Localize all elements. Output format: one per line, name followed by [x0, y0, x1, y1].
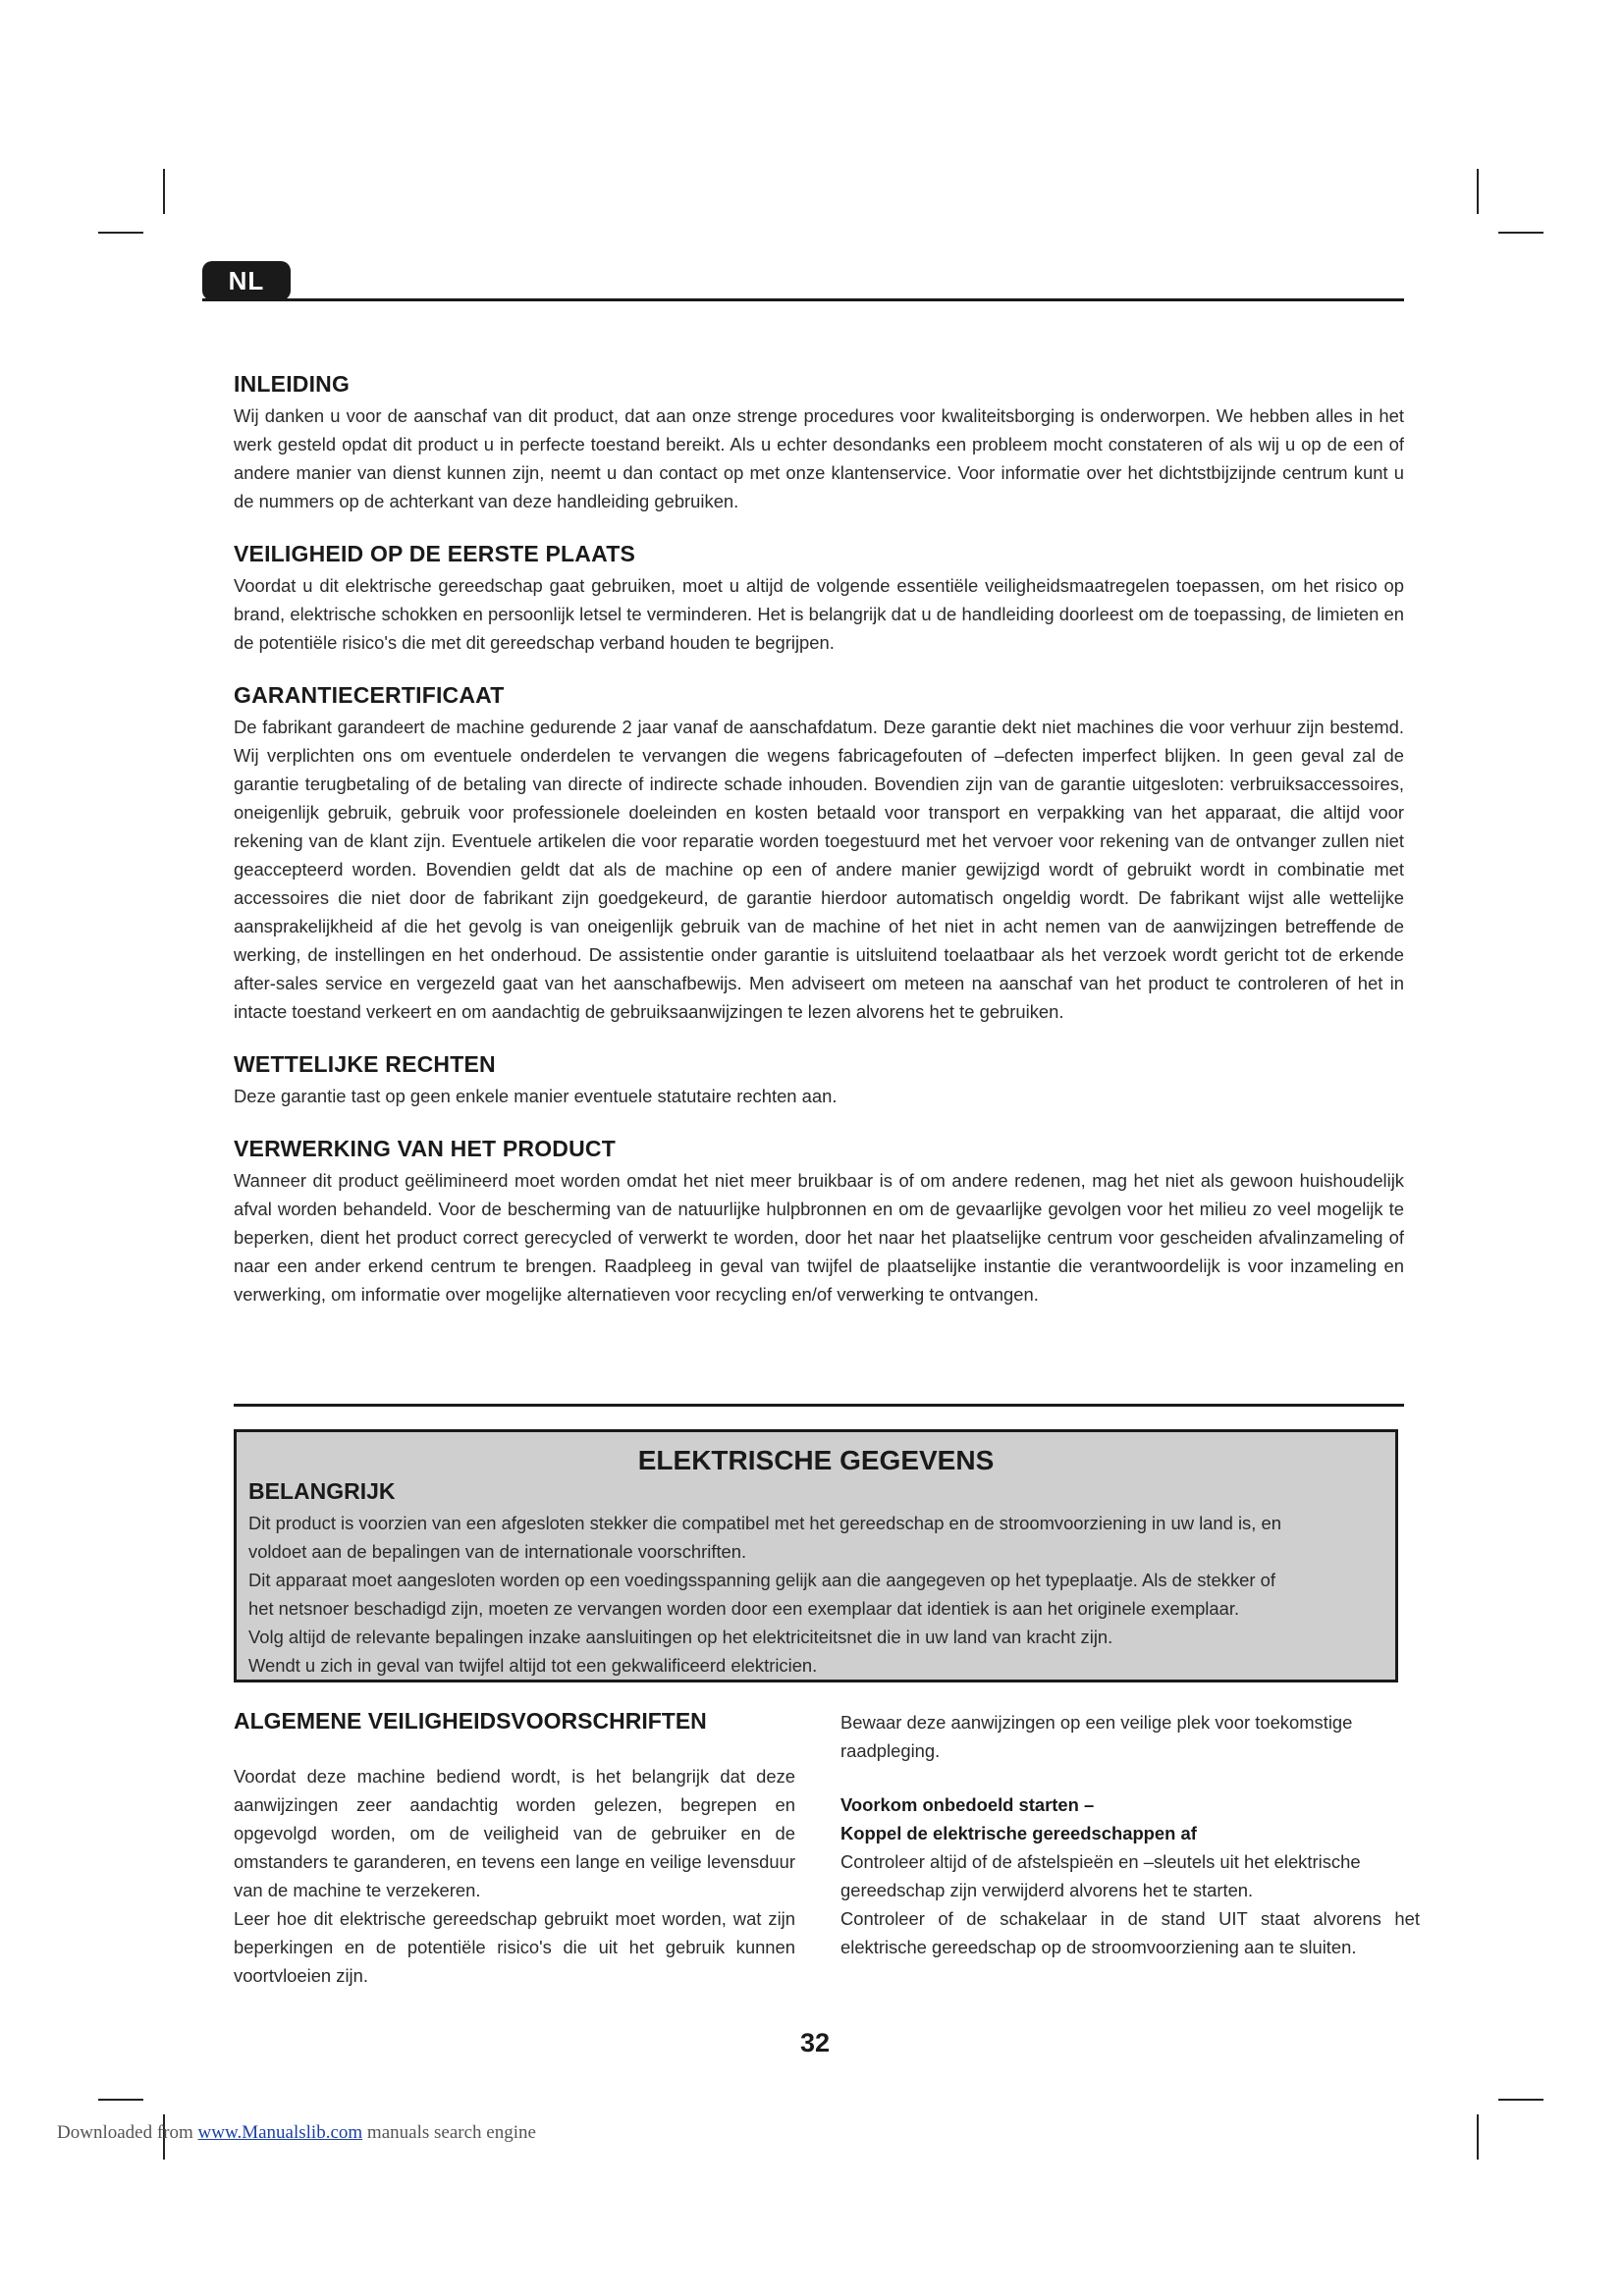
right-column-para: Controleer of de schakelaar in de stand UIT staat alvorens het elektrische gereedschap op de stroomvoorziening aan te sluiten. — [840, 1908, 1420, 1957]
right-column-para: Controleer altijd of de afstelspieën en –sleutels uit het elektrische gereedschap zijn verwijderd alvorens het te starten. — [840, 1851, 1361, 1900]
header-rule — [202, 298, 1404, 301]
section-text: Voordat u dit elektrische gereedschap gaat gebruiken, moet u altijd de volgende essentiële veiligheidsmaatregelen toepassen, om het risico op brand, elektrische schokken en persoonlijk letsel te verminderen. Het is belangrijk dat u de handleiding doorleest om de toepassing, de limieten en de potentiële risico's die met dit gereedschap verband houden te begrijpen. — [234, 575, 1404, 653]
subheading: Voorkom onbedoeld starten – — [840, 1794, 1095, 1815]
keep-instructions-text: Bewaar deze aanwijzingen op een veilige plek voor toekomstige raadpleging. — [840, 1712, 1353, 1761]
general-safety-column — [234, 1708, 795, 1990]
electrical-subtitle: BELANGRIJK — [248, 1478, 396, 1504]
footer-link[interactable]: www.Manualslib.com — [197, 2122, 363, 2143]
main-content — [234, 371, 1404, 1334]
section-inleiding — [234, 371, 1404, 515]
section-title: GARANTIECERTIFICAAT — [234, 682, 505, 708]
section-garantie — [234, 682, 1404, 1026]
crop-mark — [98, 232, 143, 234]
footer-prefix: Downloaded from — [57, 2122, 198, 2143]
general-safety-title: ALGEMENE VEILIGHEIDSVOORSCHRIFTEN — [234, 1708, 707, 1734]
section-title: INLEIDING — [234, 371, 351, 397]
language-badge: NL — [202, 261, 291, 300]
section-text: De fabrikant garandeert de machine gedurende 2 jaar vanaf de aanschafdatum. Deze garantie dekt niet machines die voor verhuur zijn bestemd. Wij verplichten ons om eventuele onderdelen te vervangen die wegens fabricagefouten of –defecten imperfect blijken. In geen geval zal de garantie terugbetaling of de betaling van directe of indirecte schade inhouden. Bovendien zijn van de garantie uitgesloten: verbruiksaccessoires, oneigenlijk gebruik, gebruik voor professionele doeleinden en kosten betaald voor transport en verpakking van het apparaat, die altijd voor rekening van de klant zijn. Eventuele artikelen die voor reparatie worden toegestuurd met het vervoer voor rekening van de ontvanger zullen niet geaccepteerd worden. Bovendien geldt dat als de machine op een of andere manier gewijzigd wordt of gebruikt wordt in combinatie met accessoires die niet door de fabrikant zijn goedgekeurd, de garantie hierdoor automatisch ongeldig wordt. De fabrikant wijst alle wettelijke aansprakelijkheid af die het gevolg is van oneigenlijk gebruik van de machine of het niet in acht nemen van de aanwijzingen betreffende de werking, de instellingen en het onderhoud. De assistentie onder garantie is uitsluitend toelaatbaar als het verzoek wordt gericht tot de erkende after-sales service en vergezeld gaat van het aanschafbewijs. Men adviseert om meteen na aanschaf van het product te controleren of het in intacte toestand verkeert en om aandachtig de gebruiksaanwijzingen te lezen alvorens het te gebruiken. — [234, 717, 1404, 1022]
electrical-line: Volg altijd de relevante bepalingen inzake aansluitingen op het elektriciteitsnet die in uw land van kracht zijn. — [248, 1627, 1113, 1647]
electrical-line: Dit apparaat moet aangesloten worden op een voedingsspanning gelijk aan die aangegeven op het typeplaatje. Als de stekker of — [248, 1570, 1275, 1590]
crop-mark — [1498, 232, 1543, 234]
section-title: WETTELIJKE RECHTEN — [234, 1051, 496, 1077]
section-text: Wanneer dit product geëlimineerd moet worden omdat het niet meer bruikbaar is of om andere redenen, mag het niet als gewoon huishoudelijk afval worden behandeld. Voor de bescherming van de natuurlijke hulpbronnen en om de gevaarlijke gevolgen voor het milieu zo veel mogelijk te beperken, dient het product correct gerecycled of verwerkt te worden, door het naar het plaatselijke centrum voor gescheiden afvalinzameling of naar een ander erkend centrum te brengen. Raadpleeg in geval van twijfel de plaatselijke instantie die verantwoordelijk is voor inzameling en verwerking, om informatie over mogelijke alternatieven voor recycling en/of verwerking te ontvangen. — [234, 1170, 1404, 1305]
electrical-line: het netsnoer beschadigd zijn, moeten ze vervangen worden door een exemplaar dat identiek is aan het originele exemplaar. — [248, 1598, 1240, 1619]
crop-mark — [163, 169, 165, 214]
section-veiligheid — [234, 541, 1404, 657]
section-title: VERWERKING VAN HET PRODUCT — [234, 1136, 616, 1161]
subheading: Koppel de elektrische gereedschappen af — [840, 1823, 1197, 1843]
electrical-title: ELEKTRISCHE GEGEVENS — [637, 1445, 995, 1475]
general-safety-para: Leer hoe dit elektrische gereedschap gebruikt moet worden, wat zijn beperkingen en de potentiële risico's die uit het gebruik kunnen voortvloeien zijn. — [234, 1908, 795, 1986]
section-wettelijke-rechten — [234, 1051, 1404, 1110]
electrical-line: Wendt u zich in geval van twijfel altijd tot een gekwalificeerd elektricien. — [248, 1655, 818, 1676]
section-verwerking — [234, 1136, 1404, 1308]
crop-mark — [1477, 2114, 1479, 2160]
page-number: 32 — [799, 2028, 831, 2057]
section-divider — [234, 1404, 1404, 1407]
footer-suffix: manuals search engine — [362, 2122, 536, 2143]
section-text: Wij danken u voor de aanschaf van dit product, dat aan onze strenge procedures voor kwaliteitsborging is onderworpen. We hebben alles in het werk gesteld opdat dit product u in perfecte toestand bereikt. Als u echter desondanks een probleem mocht constateren of als wij u op de een of andere manier van dienst kunnen zijn, neemt u dan contact op met onze klantenservice. Voor informatie over het dichtstbijzijnde centrum kunt u de nummers op de achterkant van deze handleiding gebruiken. — [234, 405, 1404, 511]
crop-mark — [1498, 2099, 1543, 2101]
general-safety-para: Voordat deze machine bediend wordt, is het belangrijk dat deze aanwijzingen zeer aandachtig worden gelezen, begrepen en opgevolgd worden, om de veiligheid van de gebruiker en de omstanders te garanderen, en tevens een lange en veilige levensduur van de machine te verzekeren. — [234, 1766, 795, 1900]
footer — [57, 2122, 536, 2144]
right-column — [840, 1708, 1420, 1961]
electrical-line: voldoet aan de bepalingen van de internationale voorschriften. — [248, 1541, 747, 1562]
section-text: Deze garantie tast op geen enkele manier eventuele statutaire rechten aan. — [234, 1086, 838, 1106]
electrical-line: Dit product is voorzien van een afgesloten stekker die compatibel met het gereedschap en de stroomvoorziening in uw land is, en — [248, 1513, 1281, 1533]
section-title: VEILIGHEID OP DE EERSTE PLAATS — [234, 541, 635, 566]
crop-mark — [1477, 169, 1479, 214]
crop-mark — [98, 2099, 143, 2101]
electrical-data-box — [234, 1429, 1398, 1682]
